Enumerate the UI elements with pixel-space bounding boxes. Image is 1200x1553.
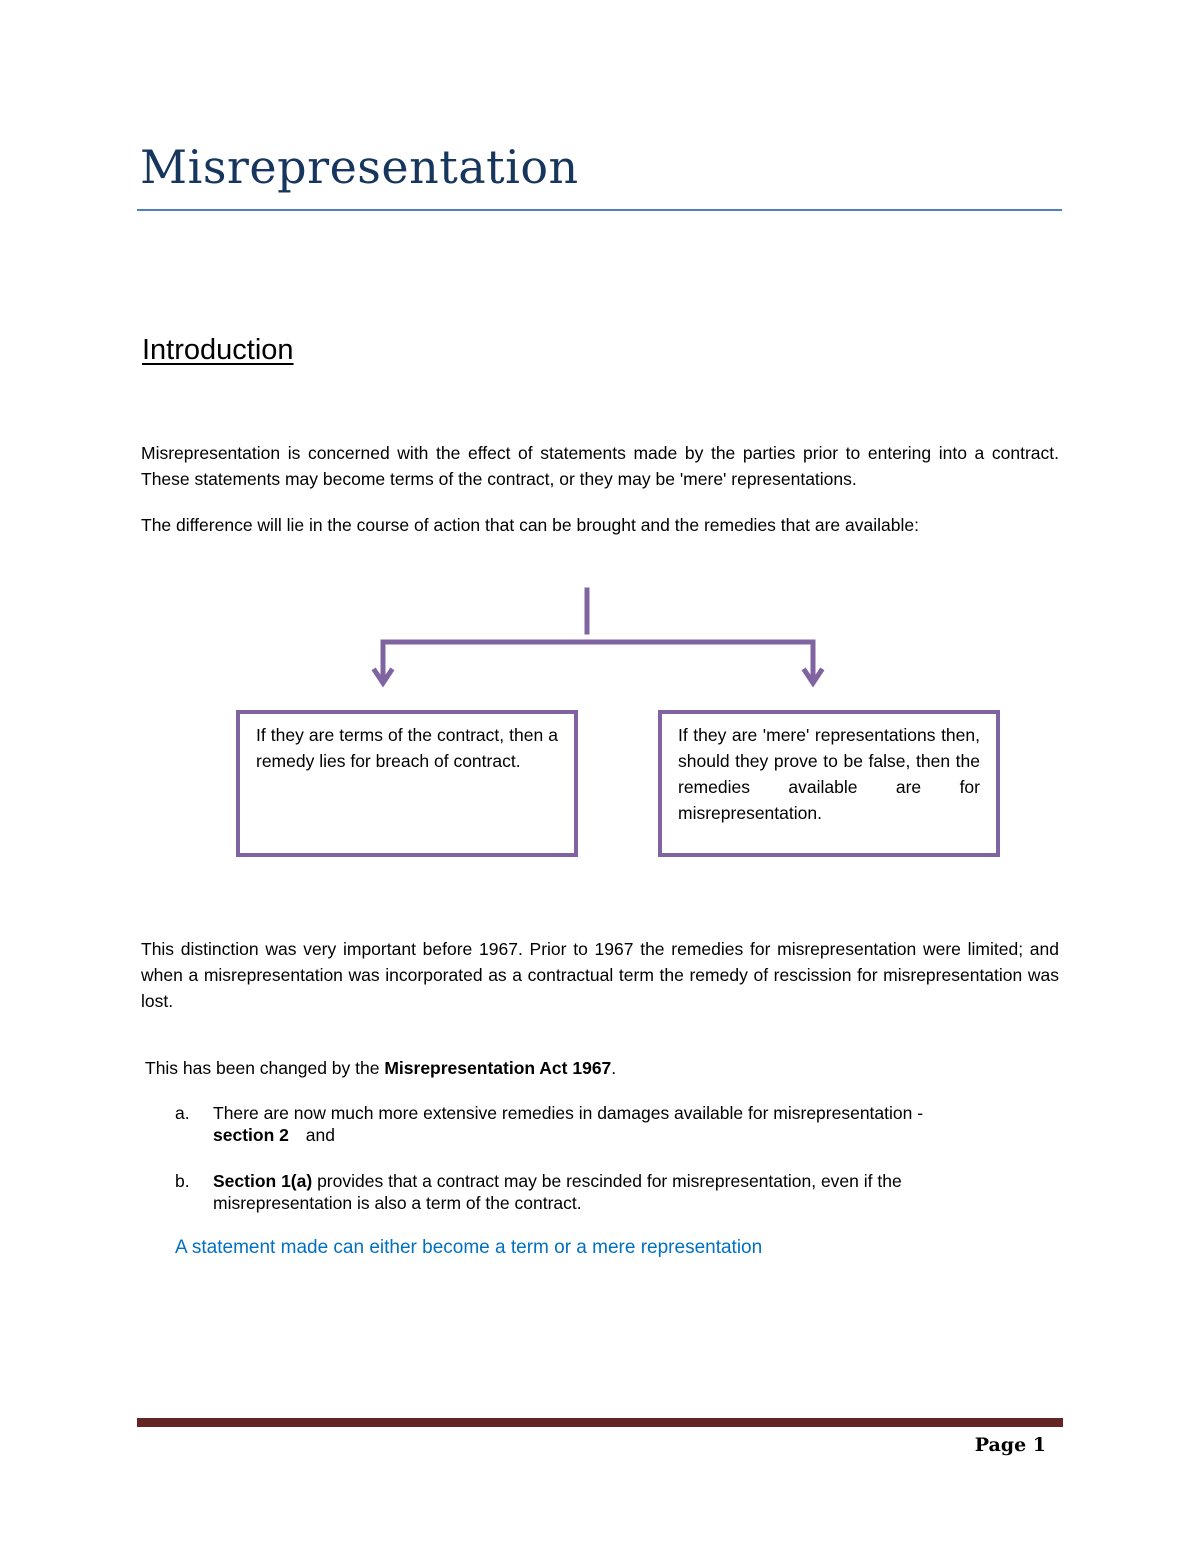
intro-paragraph: Misrepresentation is concerned with the effect of statements made by the parties prior to entering into a contract. These statements may become terms of the contract, or they may be 'mere' representations. — [141, 443, 1059, 489]
changes-list — [175, 1102, 1005, 1214]
list-item — [175, 1170, 1005, 1214]
list-item-text: provides that a contract may be rescinded for misrepresentation, even if the misrepresentation is also a term of the contract. — [213, 1171, 902, 1213]
section-heading-introduction: Introduction — [142, 334, 294, 366]
diagram-box-representations: If they are 'mere' representations then, should they prove to be false, then the remedies available are for misrepresentation. — [658, 710, 1000, 857]
page-title: Misrepresentation — [140, 140, 579, 194]
footer-rule — [137, 1418, 1063, 1427]
list-marker: b. — [175, 1171, 190, 1191]
list-item-bold: section 2 — [213, 1125, 289, 1145]
list-item — [175, 1102, 1005, 1146]
footer-page-number: Page 1 — [974, 1434, 1046, 1456]
list-item-tail: and — [305, 1125, 335, 1145]
diagram-box-terms: If they are terms of the contract, then a remedy lies for breach of contract. — [236, 710, 578, 857]
difference-paragraph: The difference will lie in the course of action that can be brought and the remedies that are available: — [141, 515, 919, 535]
list-item-text: There are now much more extensive remedies in damages available for misrepresentation - — [213, 1103, 924, 1123]
act-sentence-suffix: . — [611, 1058, 617, 1078]
blue-note: A statement made can either become a term or a mere representation — [175, 1237, 763, 1258]
list-marker: a. — [175, 1103, 190, 1123]
list-item-bold: Section 1(a) — [213, 1171, 313, 1191]
distinction-paragraph: This distinction was very important before 1967. Prior to 1967 the remedies for misrepresentation were limited; and when a misrepresentation was incorporated as a contractual term the remedy of rescission for misrepresentation was lost. — [141, 939, 1059, 1011]
act-sentence — [145, 1055, 1045, 1081]
act-sentence-prefix: This has been changed by the — [145, 1058, 385, 1078]
act-name: Misrepresentation Act 1967 — [384, 1058, 612, 1078]
